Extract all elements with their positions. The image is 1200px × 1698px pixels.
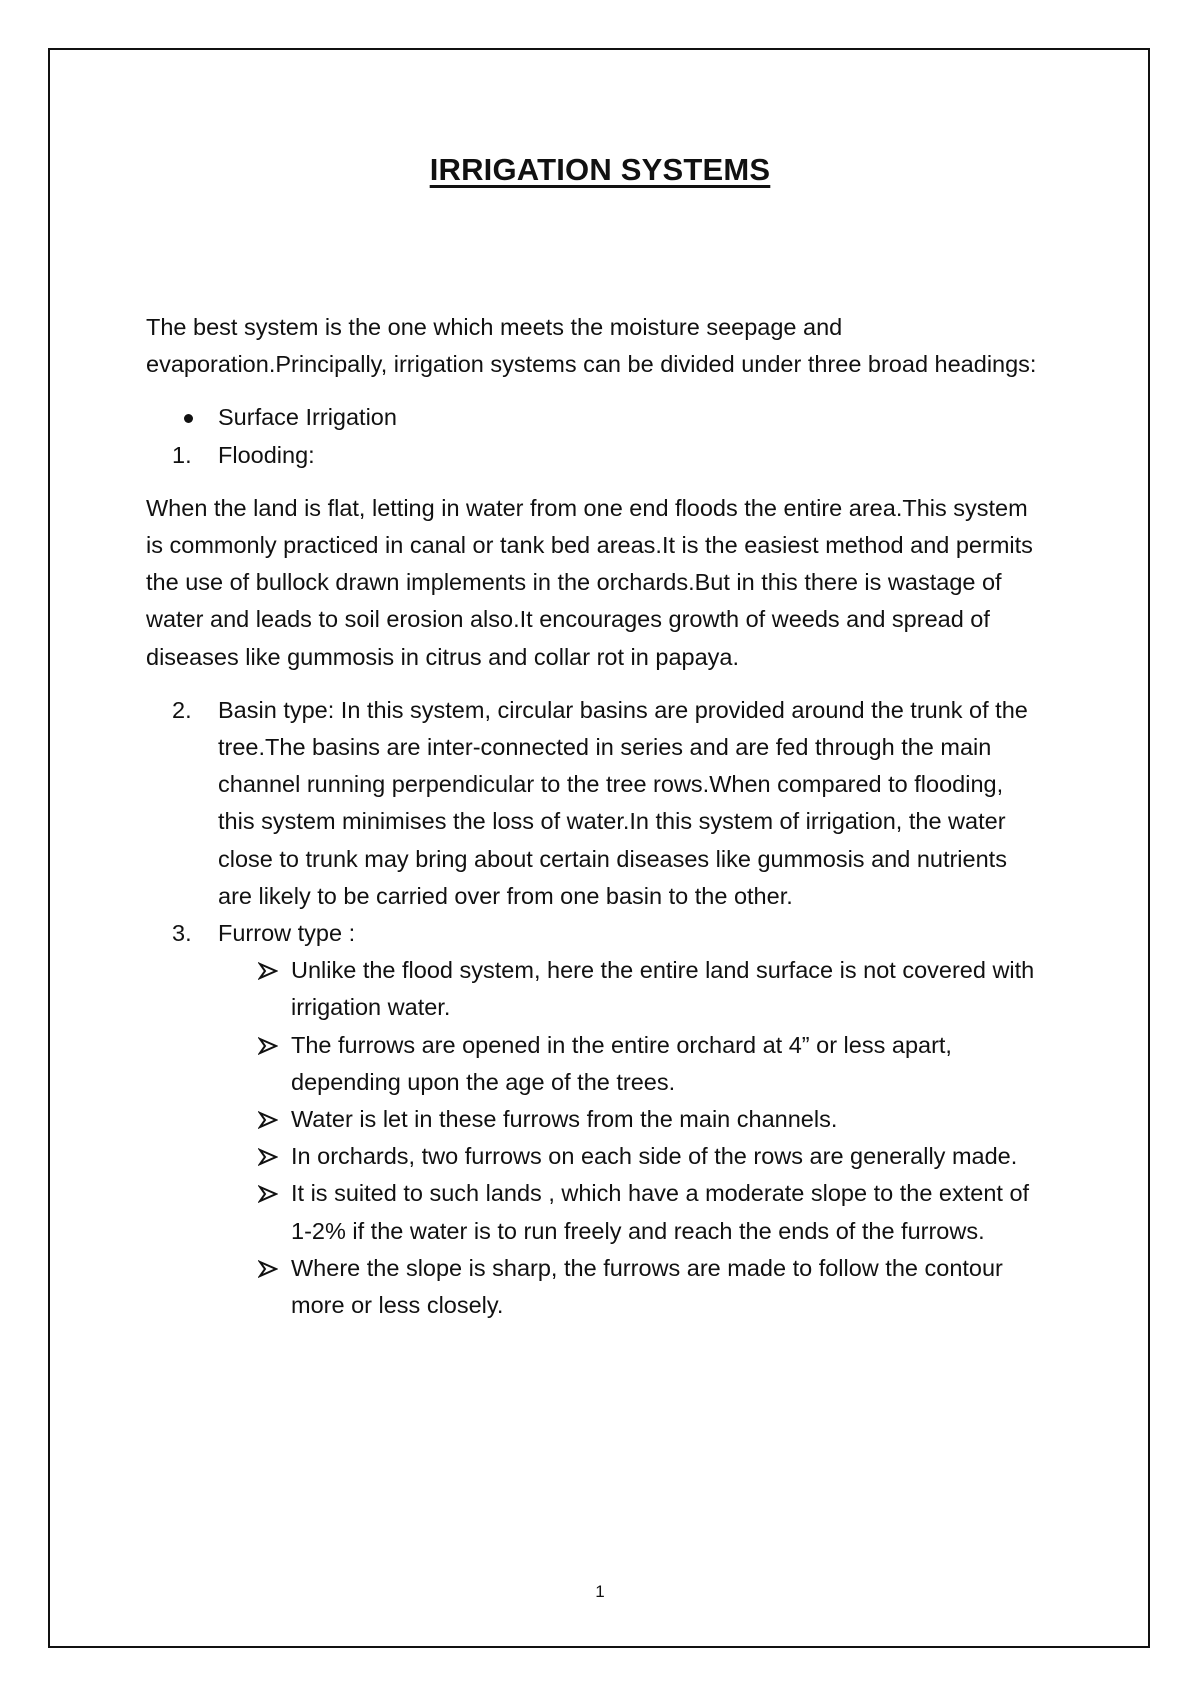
- furrow-point: [146, 952, 1046, 1026]
- item-label: Flooding:: [218, 441, 315, 468]
- bullet-dot-icon: [184, 414, 193, 423]
- furrow-point: [146, 1027, 1046, 1101]
- furrow-point-text: In orchards, two furrows on each side of the rows are generally made.: [291, 1143, 1018, 1170]
- arrow-bullet-icon: [258, 1111, 278, 1129]
- furrow-point-text: Where the slope is sharp, the furrows are made to follow the contour more or less closely.: [291, 1254, 1003, 1319]
- furrow-point: [146, 1138, 1046, 1175]
- document-body: [146, 309, 1046, 1324]
- item-label: Furrow type :: [218, 920, 356, 947]
- flooding-paragraph: When the land is flat, letting in water from one end floods the entire area.This system is commonly practiced in canal or tank bed areas.It is the easiest method and permits the use of bullock drawn implements in the orchards.But in this there is wastage of water and leads to soil erosion also.It encourages growth of weeds and spread of diseases like gummosis in citrus and collar rot in papaya.: [146, 494, 1033, 670]
- arrow-bullet-icon: [258, 1148, 278, 1166]
- bullet-item-surface-irrigation: [146, 399, 1046, 436]
- furrow-point: [146, 1250, 1046, 1324]
- arrow-bullet-icon: [258, 1260, 278, 1278]
- furrow-point: [146, 1101, 1046, 1138]
- item-number: 2.: [172, 696, 192, 723]
- furrow-point-text: It is suited to such lands , which have a moderate slope to the extent of 1-2% if the water is to run freely and reach the ends of the furrows.: [291, 1180, 1030, 1244]
- page-number: 1: [595, 1582, 605, 1601]
- bullet-item-label: Surface Irrigation: [218, 404, 397, 431]
- document-title: IRRIGATION SYSTEMS: [429, 152, 771, 187]
- furrow-point-text: Water is let in these furrows from the main channels.: [291, 1106, 838, 1133]
- numbered-item-flooding: [146, 437, 1046, 474]
- item-text: Basin type: In this system, circular basins are provided around the trunk of the tree.The basins are inter-connected in series and are fed through the main channel running perpendicular to the tree rows.When compared to flooding, this system minimises the loss of water.In this system of irrigation, the water close to trunk may bring about certain diseases like gummosis and nutrients are likely to be carried over from one basin to the other.: [218, 696, 1028, 909]
- arrow-bullet-icon: [258, 962, 278, 980]
- arrow-bullet-icon: [258, 1037, 278, 1055]
- furrow-point: [146, 1175, 1046, 1249]
- item-number: 1.: [172, 441, 192, 468]
- numbered-item-furrow-type: [146, 915, 1046, 952]
- furrow-point-text: The furrows are opened in the entire orchard at 4” or less apart, depending upon the age of the trees.: [291, 1031, 952, 1095]
- furrow-point-text: Unlike the flood system, here the entire land surface is not covered with irrigation water.: [291, 957, 1035, 1021]
- item-number: 3.: [172, 920, 192, 947]
- intro-paragraph: The best system is the one which meets the moisture seepage and evaporation.Principally, irrigation systems can be divided under three broad headings:: [146, 314, 1037, 378]
- arrow-bullet-icon: [258, 1185, 278, 1203]
- numbered-item-basin-type: [146, 692, 1046, 915]
